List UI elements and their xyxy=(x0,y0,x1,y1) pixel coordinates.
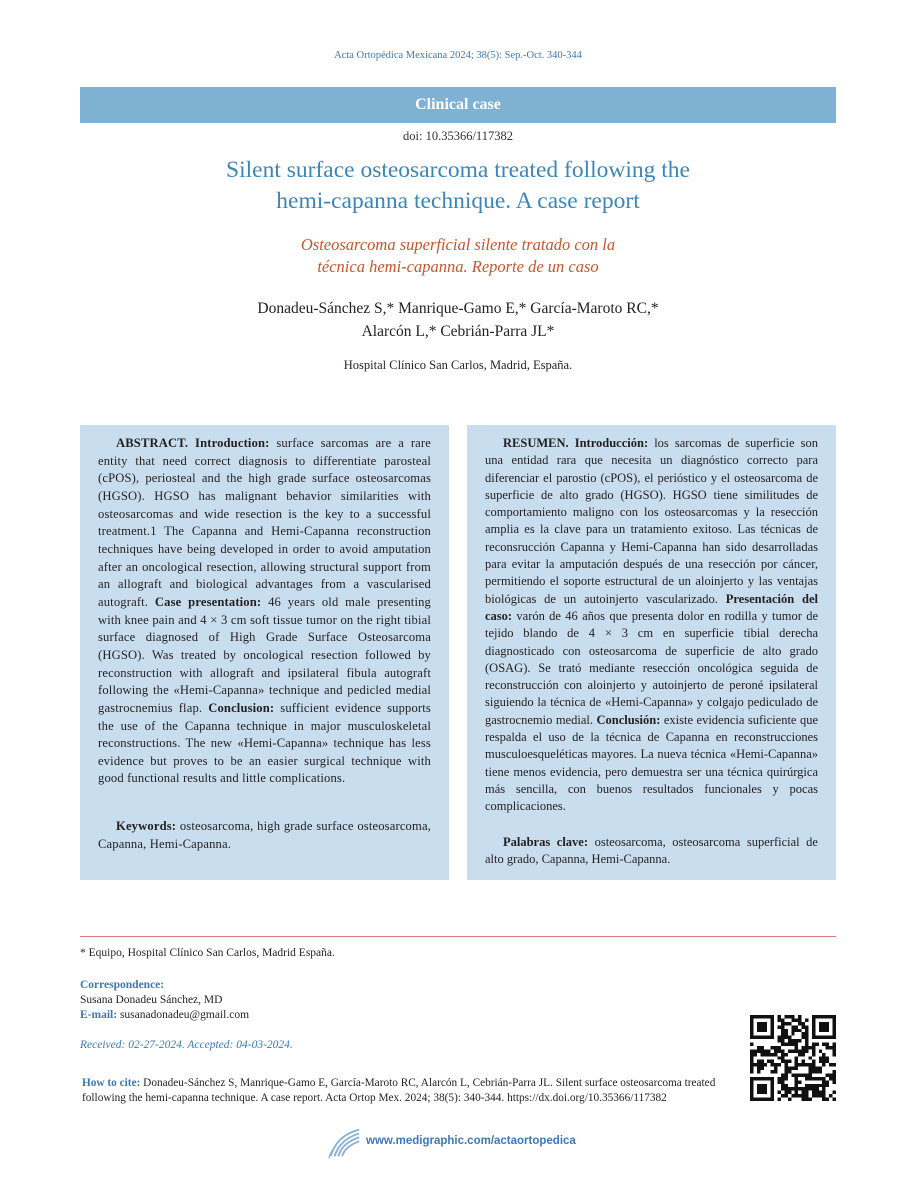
correspondence-name: Susana Donadeu Sánchez, MD xyxy=(80,994,223,1006)
abstract-english xyxy=(80,425,449,880)
resumen-body xyxy=(485,435,818,816)
palabras-clave-text: osteosarcoma, osteosarcoma superficial de alto grado, Capanna, Hemi-Capanna. xyxy=(485,834,818,866)
intro-text: surface sarcomas are a rare entity that need correct diagnosis to differentiate parosteal (cPOS), periosteal and the high grade surface osteosarcomas (HGSO). HGSO has malignant behavior similarities with osteosarcomas and wide resection is the key to a successful treatment.1 The Capanna and Hemi-Capanna reconstruction techniques have being developed in order to avoid amputation after an oncological resection, allowing structural support from an allograft and biological advantages from a vascularised autograft. xyxy=(98,436,431,609)
qr-code-icon xyxy=(750,1015,836,1101)
correspondence-email xyxy=(80,1009,249,1021)
conclusion-label: Conclusion: xyxy=(208,700,275,715)
introduccion-text: los sarcomas de superficie son una entidad rara que necesita un diagnóstico correcto para diferenciar el parostio (cPOS), el perióstico y el osteosarcoma de superficie de alto grado (HGSO). HGSO tiene similitudes de comportamiento maligno con los osteosarcomas y la resección amplia es la clave para un tratamiento exitoso. Las técnicas de reconsrucción Capanna y Hemi-Capanna han sido desarrolladas para evitar la amputación después de una resección por cáncer, permitiendo el soporte estructural de un aloinjerto y las ventajas biológicas de un autoinjerto vascularizado. xyxy=(485,436,819,606)
correspondence-label: Correspondence: xyxy=(80,979,165,991)
authors-line-1: Donadeu-Sánchez S,* Manrique-Gamo E,* García-Maroto RC,* xyxy=(257,300,659,317)
subtitle-line-2: técnica hemi-capanna. Reporte de un caso xyxy=(317,257,599,276)
affiliation: Hospital Clínico San Carlos, Madrid, España. xyxy=(343,358,573,372)
cite-label: How to cite: xyxy=(82,1077,141,1089)
journal-reference: Acta Ortopédica Mexicana 2024; 38(5): Sep.-Oct. 340-344 xyxy=(334,50,582,61)
article-subtitle xyxy=(150,234,766,278)
how-to-cite xyxy=(82,1076,732,1106)
caso-text: varón de 46 años que presenta dolor en rodilla y tumor de tejido blando de 4 × 3 cm en superficie tibial derecha diagnosticado con osteosarcoma de superficie de alto grado (OSAG). Se trató mediante resección oncológica seguida de reconstrucción con aloinjerto y autoinjerto de peroné ipsilateral siguiendo la técnica de «Hemi-Capanna» y colgajo pediculado de gastrocnemio medial. xyxy=(485,608,818,727)
author-footnote: * Equipo, Hospital Clínico San Carlos, Madrid España. xyxy=(80,947,335,959)
keywords-label: Keywords: xyxy=(116,819,177,834)
medigraphic-logo-icon xyxy=(325,1124,363,1162)
section-banner: Clinical case xyxy=(80,87,836,123)
intro-label: Introduction: xyxy=(195,436,270,450)
keywords xyxy=(98,818,431,853)
cite-text: Donadeu-Sánchez S, Manrique-Gamo E, García-Maroto RC, Alarcón L, Cebrián-Parra JL. Silent surface osteosarcoma treated following the hemi-capanna technique. A case report. Acta Ortop Mex. 2024; 38(5): 340-344. https://dx.doi.org/10.35366/117382 xyxy=(82,1077,716,1104)
website-link[interactable]: www.medigraphic.com/actaortopedica xyxy=(366,1135,576,1147)
title-line-2: hemi-capanna technique. A case report xyxy=(276,188,640,214)
palabras-clave xyxy=(485,834,818,869)
case-label: Case presentation: xyxy=(154,594,262,609)
title-line-1: Silent surface osteosarcoma treated following the xyxy=(226,157,690,183)
email-label: E-mail: xyxy=(80,1009,118,1021)
abstract-label: ABSTRACT. xyxy=(116,436,189,450)
footer-divider xyxy=(80,936,836,937)
abstract-body xyxy=(98,435,431,788)
conclusion-es-text: existe evidencia suficiente que respalda el uso de la técnica de Capanna en reconstrucciones musculoesqueléticas mayores. La nueva técnica «Hemi-Capanna» tiene menos evidencia, pero demuestra ser una técnica quirúrgica más sencilla, con buenos resultados funcionales y pocas complicaciones. xyxy=(485,712,819,814)
conclusion-text: sufficient evidence supports the use of the Capanna technique in major musculoskeletal reconstructions. The new «Hemi-Capanna» technique has less evidence but proves to be an easier surgical technique with good functional results and little complications. xyxy=(98,700,431,786)
conclusion-es-label: Conclusión: xyxy=(596,712,661,727)
palabras-clave-label: Palabras clave: xyxy=(503,834,589,849)
keywords-text: osteosarcoma, high grade surface osteosarcoma, Capanna, Hemi-Capanna. xyxy=(98,819,431,851)
subtitle-line-1: Osteosarcoma superficial silente tratado con la xyxy=(300,235,616,254)
introduccion-label: Introducción: xyxy=(574,436,649,450)
abstract-spanish xyxy=(467,425,836,880)
authors-line-2: Alarcón L,* Cebrián-Parra JL* xyxy=(361,323,555,340)
email-address[interactable]: susanadonadeu@gmail.com xyxy=(119,1009,250,1021)
received-dates: Received: 02-27-2024. Accepted: 04-03-2024. xyxy=(80,1039,293,1051)
author-list xyxy=(150,297,766,343)
caso-label: Presentación del caso: xyxy=(485,591,819,623)
case-text: 46 years old male presenting with knee pain and 4 × 3 cm soft tissue tumor on the right tibial surface diagnosed of High Grade Surface Osteosarcoma (HGSO). Was treated by oncological resection followed by reconstruction with allograft and ipsilateral fibula autograft following the «Hemi-Capanna» technique and pedicled medial gastrocnemius flap. xyxy=(98,594,431,715)
article-title xyxy=(120,155,796,217)
doi: doi: 10.35366/117382 xyxy=(403,129,513,143)
resumen-label: RESUMEN. xyxy=(503,436,569,450)
